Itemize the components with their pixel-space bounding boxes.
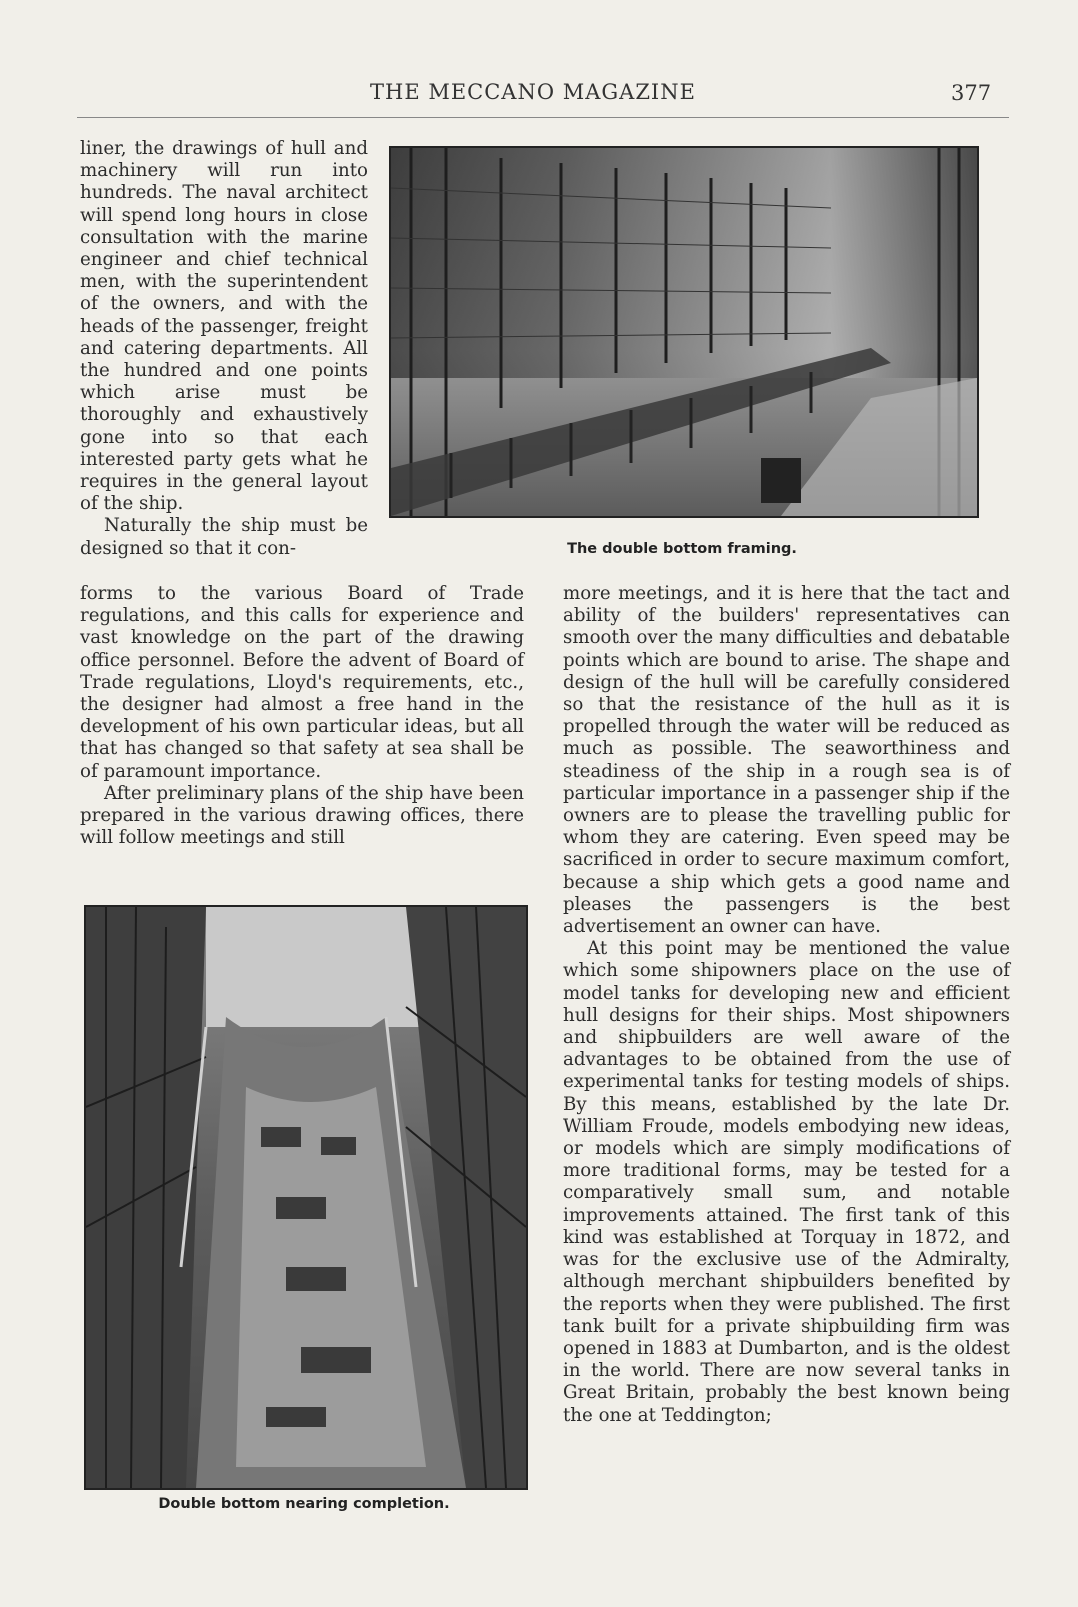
photo-double-bottom-nearing-completion (84, 905, 528, 1490)
running-header-title: THE MECCANO MAGAZINE (370, 80, 696, 104)
photo-completion-image (86, 907, 526, 1488)
paragraph: more meetings, and it is here that the tact and ability of the builders' representatives can smooth over the many difficulties and debatable points which are bound to arise. The shape and design of the hull will be carefully considered so that the resistance of the hull as it is propelled through the water will be reduced as much as possible. The seaworthiness and steadiness of the ship in a rough sea is of particular importance in a passenger ship if the owners are to please the travelling public for whom they are catering. Even speed may be sacrificed in order to secure maximum comfort, because a ship which gets a good name and pleases the passengers is the best advertisement an owner can have. (563, 583, 1010, 938)
paragraph: forms to the various Board of Trade regulations, and this calls for experience and vast knowledge on the part of the drawing office personnel. Before the advent of Board of Trade regulations, Lloyd's requirements, etc., the designer had almost a free hand in the development of his own particular ideas, but all that has changed so that safety at sea shall be of paramount importance. (80, 583, 524, 782)
caption-double-bottom-framing: The double bottom framing. (567, 541, 797, 557)
text-column-narrow (80, 138, 368, 560)
paragraph: At this point may be mentioned the value which some shipowners place on the use of model tanks for developing new and efficient hull designs for their ships. Most shipowners and shipbuilders are well aware of the advantages to be obtained from the use of experimental tanks for testing models of ships. By this means, established by the late Dr. William Froude, models embodying new ideas, or models which are simply modifications of more traditional forms, may be tested for a comparatively small sum, and notable improvements attained. The first tank of this kind was established at Torquay in 1872, and was for the exclusive use of the Admiralty, although merchant shipbuilders benefited by the reports when they were published. The first tank built for a private shipbuilding firm was opened in 1883 at Dumbarton, and is the oldest in the world. There are now several tanks in Great Britain, probably the best known being the one at Teddington; (563, 938, 1010, 1426)
photo-double-bottom-framing (389, 146, 979, 518)
photo-framing-image (391, 148, 977, 516)
paragraph: After preliminary plans of the ship have been prepared in the various drawing offices, there will follow meetings and still (80, 782, 524, 849)
caption-double-bottom-nearing-completion: Double bottom nearing completion. (158, 1496, 450, 1512)
text-column-right (563, 583, 1010, 1427)
text-column-left (80, 583, 524, 849)
paragraph: liner, the drawings of hull and machinery will run into hundreds. The naval architect will spend long hours in close consultation with the marine engineer and chief technical men, with the superintendent of the owners, and with the heads of the passenger, freight and catering departments. All the hundred and one points which arise must be thoroughly and exhaustively gone into so that each interested party gets what he requires in the general layout of the ship. (80, 138, 368, 515)
header-rule (77, 117, 1009, 118)
page-number: 377 (951, 81, 992, 105)
paragraph: Naturally the ship must be designed so that it con- (80, 515, 368, 559)
